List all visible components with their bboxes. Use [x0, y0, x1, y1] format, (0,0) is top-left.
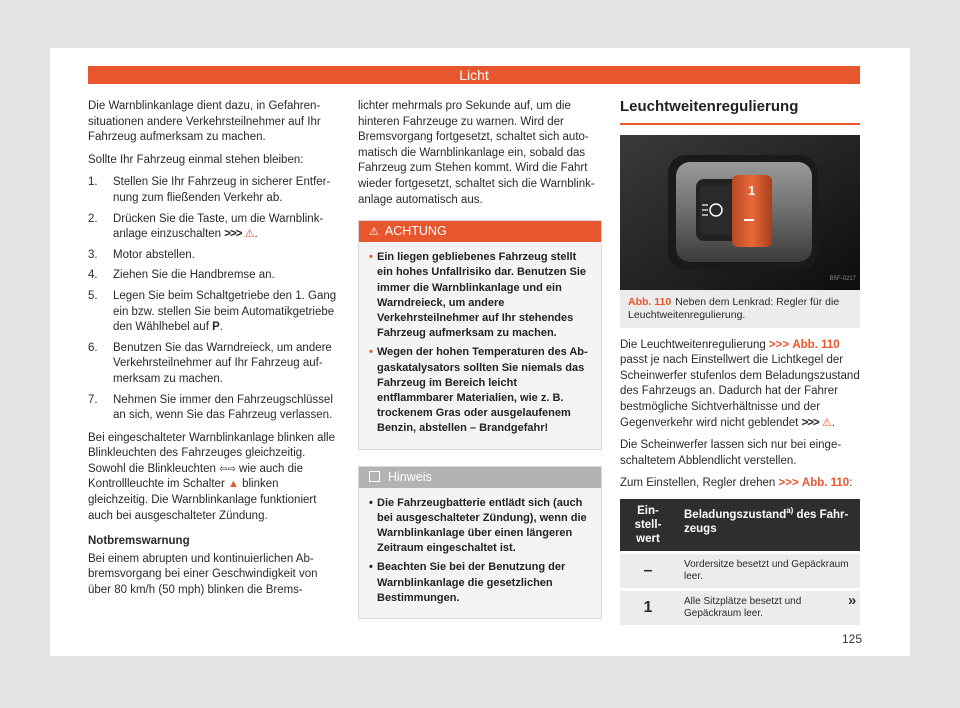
headlight-dial-illustration — [620, 135, 860, 290]
column-middle — [358, 99, 602, 619]
svg-text:1: 1 — [748, 182, 756, 198]
table-row — [620, 589, 860, 625]
cross-ref-arrows: >>> — [778, 477, 799, 490]
figure-reference[interactable]: Abb. 110 — [792, 338, 840, 351]
note-box — [358, 466, 602, 619]
bullet-icon: • — [369, 251, 373, 264]
figure-reference[interactable]: Abb. 110 — [801, 477, 850, 490]
subheading-notbremswarnung: Notbremswarnung — [88, 535, 190, 548]
warning-box-body — [359, 242, 601, 448]
emergency-brake-paragraph: Bei einem abrupten und kontinuierlichen Abbremsvorgang bei einer Geschwindigkeit von über 80 km/h (50 mph) blinken die Brems- — [88, 552, 318, 597]
hazard-paragraph: Bei eingeschalteter Warnblinkanlage blinken alle Blinkleuchten des Fahrzeuges gleichzeitig. Sowohl die Blinkleuchten ⇦⇨ wie auch die Kontrollleuchte im Schalter ▲ blinken gleichzeitig. Die Warnblinkanlage funktioniert auch bei ausgeschalteter Zündung. — [88, 431, 335, 522]
list-item: • Die Fahrzeugbatterie entlädt sich (auch bei ausgeschalteter Zündung), wenn die Warnblinkanlage über einen längeren Zeitraum eingeschaltet ist. — [369, 496, 587, 555]
cross-ref-arrows: >>> — [768, 338, 790, 351]
list-item: • Beachten Sie bei der Benutzung der Warnblinkanlage die gesetzlichen Bestimmungen. — [369, 561, 566, 604]
column-right — [620, 99, 860, 625]
list-item: 5. Legen Sie beim Schaltgetriebe den 1. Gang ein bzw. stellen Sie beim Automatikgetriebe den Wählhebel auf P. — [88, 289, 337, 334]
note-box-body — [359, 488, 601, 618]
list-item: • Ein liegen gebliebenes Fahrzeug stellt ein hohes Unfallrisiko dar. Benutzen Sie immer die Warnblinkanlage und ein Warndreieck, um andere Verkehrsteilnehmer auf Ihr stehendes Fahrzeug aufmerksam zu machen. — [369, 251, 587, 340]
bullet-icon: • — [369, 496, 373, 509]
bullet-icon: • — [369, 346, 373, 359]
cross-ref-arrows: >>> — [224, 228, 242, 241]
bullet-icon: • — [369, 561, 373, 574]
table-header-setting: Einstellwert — [620, 499, 676, 553]
warning-box-header: ⚠ ACHTUNG — [359, 221, 601, 242]
list-item: 2. Drücken Sie die Taste, um die Warnblinkanlage einzuschalten >>> ⚠. — [88, 212, 324, 241]
table-cell-text: Vordersitze besetzt und Gepäckraum leer. — [676, 552, 860, 589]
info-icon — [369, 471, 380, 482]
steps-list — [88, 175, 338, 423]
warning-box — [358, 220, 602, 449]
list-item: • Wegen der hohen Temperaturen des Abgaskatalysators sollten Sie niemals das Fahrzeug im Bereich leicht entflammbarer Materialien, wie z. B. trockenem Gras oder ausgelaufenem Benzin, abstellen – Brandgefahr! — [369, 346, 588, 435]
figure-code: B5F-0217 — [829, 276, 856, 282]
turn-signal-icon: ⇦⇨ — [219, 463, 236, 475]
warning-triangle-icon: ⚠ — [821, 416, 832, 429]
adjust-paragraph: Zum Einstellen, Regler drehen >>> Abb. 110: — [620, 477, 853, 490]
list-item: 1. Stellen Sie Ihr Fahrzeug in sicherer Entfernung zum fließenden Verkehr ab. — [88, 176, 331, 204]
hazard-switch-icon: ▲ — [228, 478, 239, 491]
list-item: 6. Benutzen Sie das Warndreieck, um andere Verkehrsteilnehmer auf Ihr Fahrzeug aufmerksam zu machen. — [88, 341, 332, 385]
table-cell-value: – — [620, 552, 676, 589]
list-item: 4. Ziehen Sie die Handbremse an. — [88, 269, 275, 282]
warning-triangle-icon: ⚠ — [369, 226, 379, 239]
table-header-row — [620, 499, 860, 553]
steps-intro: Sollte Ihr Fahrzeug einmal stehen bleiben: — [88, 153, 304, 166]
figure-label: Abb. 110 — [628, 295, 672, 308]
intro-paragraph: Die Warnblinkanlage dient dazu, in Gefahrensituationen andere Verkehrsteilnehmer auf Ihr Fahrzeug aufmerksam zu machen. — [88, 100, 321, 144]
range-paragraph: Die Leuchtweitenregulierung >>> Abb. 110 passt je nach Einstellwert die Lichtkegel der Scheinwerfer stufenlos dem Beladungszustand des Fahrzeugs an. Dadurch hat der Fahrer bestmögliche Sichtverhältnisse und der Gegenverkehr wird nicht geblendet >>> ⚠. — [620, 338, 860, 429]
list-item: 3. Motor abstellen. — [88, 248, 195, 261]
page-number: 125 — [842, 632, 863, 646]
figure-caption: Abb. 110 Neben dem Lenkrad: Regler für die Leuchtweitenregulierung. — [620, 290, 860, 328]
brake-light-paragraph: lichter mehrmals pro Sekunde auf, um die hinteren Fahrzeuge zu warnen. Wird der Bremsvorgang fortgesetzt, schaltet sich automatisch die Warnblinkanlage ein, sobald das Fahrzeug zum Stehen kommt. Wird die Fahrt wieder fortgesetzt, schaltet sich die Warnblinkanlage automatisch aus. — [358, 100, 595, 206]
low-beam-paragraph: Die Scheinwerfer lassen sich nur bei eingeschaltetem Abblendlicht verstellen. — [620, 439, 842, 467]
warning-triangle-icon: ⚠ — [244, 228, 255, 241]
continue-mark: » — [848, 592, 857, 609]
list-item: 7. Nehmen Sie immer den Fahrzeugschlüssel an sich, wenn Sie das Fahrzeug verlassen. — [88, 393, 333, 422]
cross-ref-arrows: >>> — [801, 416, 819, 429]
table-cell-text: Alle Sitzplätze besetzt und Gepäckraum leer. — [676, 589, 860, 625]
table-row — [620, 552, 860, 589]
column-left — [88, 99, 338, 606]
section-title: Leuchtweitenregulierung — [620, 99, 860, 125]
table-cell-value: 1 — [620, 589, 676, 625]
note-box-header: Hinweis — [359, 467, 601, 488]
setting-table — [620, 499, 860, 625]
headlight-range-control-figure — [620, 135, 860, 290]
chapter-header: Licht — [88, 66, 860, 84]
table-header-load: Beladungszustand$^{a)}$ des Fahrzeugs — [676, 499, 860, 553]
